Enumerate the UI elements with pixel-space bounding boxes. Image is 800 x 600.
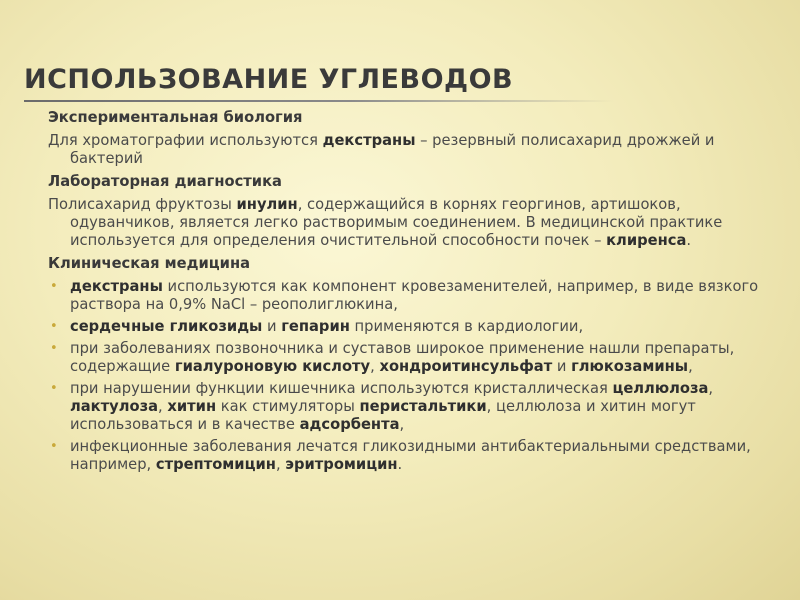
- term-dextrans: декстраны: [322, 132, 416, 149]
- term-heparin: гепарин: [281, 318, 350, 335]
- term-cellulose: целлюлоза: [612, 380, 709, 397]
- term-streptomycin: стрептомицин: [155, 456, 276, 473]
- title-underline: [24, 100, 614, 102]
- term-glucosamines: глюкозамины: [571, 358, 689, 375]
- term-hyaluronic-acid: гиалуроновую кислоту: [174, 358, 371, 375]
- clinical-uses-list: [48, 278, 768, 474]
- list-item-joints: • при заболеваниях позвоночника и суставов широкое применение нашли препараты, содержащие гиалуроновую кислоту, хондроитинсульфат и глюкозамины,: [50, 340, 735, 375]
- paragraph-inulin: Полисахарид фруктозы инулин, содержащийся в корнях георгинов, артишоков, одуванчиков, является легко растворимым соединением. В медицинской практике используется для определения очистительной способности почек – клиренса.: [48, 196, 723, 249]
- list-item-cardiology: • сердечные гликозиды и гепарин применяются в кардиологии,: [50, 318, 584, 335]
- slide-content: [48, 109, 768, 478]
- bullet-icon: •: [50, 439, 58, 454]
- term-dextrans: декстраны: [70, 278, 163, 295]
- list-item-infections: • инфекционные заболевания лечатся гликозидными антибактериальными средствами, например, стрептомицин, эритромицин.: [50, 438, 751, 473]
- paragraph-chromatography: Для хроматографии используются декстраны – резервный полисахарид дрожжей и бактерий: [48, 132, 715, 167]
- term-chondroitin-sulfate: хондроитинсульфат: [379, 358, 553, 375]
- bullet-icon: •: [50, 279, 58, 294]
- slide-title: ИСПОЛЬЗОВАНИЕ УГЛЕВОДОВ: [24, 64, 514, 95]
- term-lactulose: лактулоза: [70, 398, 159, 415]
- section-heading-experimental-biology: Экспериментальная биология: [48, 109, 303, 126]
- list-item-dextrans: • декстраны используются как компонент кровезаменителей, например, в виде вязкого раствора на 0,9% NaCl – реополиглюкина,: [50, 278, 759, 313]
- bullet-icon: •: [50, 341, 58, 356]
- list-item-intestine: • при нарушении функции кишечника используются кристаллическая целлюлоза, лактулоза, хитин как стимуляторы перистальтики, целлюлоза и хитин могут использоваться и в качестве адсорбента,: [50, 380, 714, 433]
- bullet-icon: •: [50, 381, 58, 396]
- term-chitin: хитин: [167, 398, 217, 415]
- term-clearance: клиренса: [606, 232, 687, 249]
- section-heading-clinical-medicine: Клиническая медицина: [48, 255, 251, 272]
- bullet-icon: •: [50, 319, 58, 334]
- term-peristalsis: перистальтики: [359, 398, 487, 415]
- section-heading-lab-diagnostics: Лабораторная диагностика: [48, 173, 282, 190]
- term-cardiac-glycosides: сердечные гликозиды: [70, 318, 263, 335]
- term-erythromycin: эритромицин: [285, 456, 398, 473]
- term-inulin: инулин: [236, 196, 298, 213]
- term-adsorbent: адсорбента: [299, 416, 400, 433]
